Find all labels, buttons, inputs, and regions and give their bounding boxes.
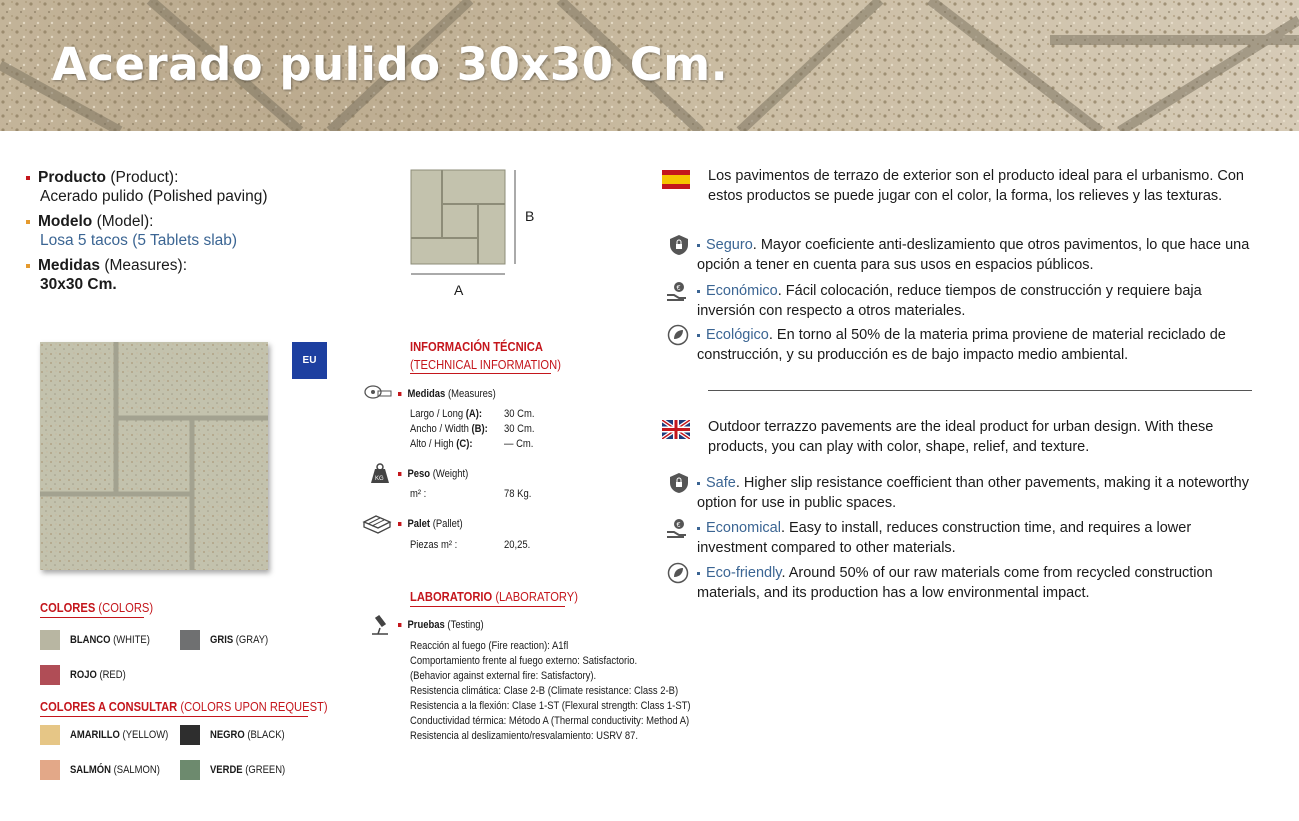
leaf-icon (667, 324, 689, 346)
microscope-icon (368, 614, 390, 636)
lab-line: Conductividad térmica: Método A (Thermal conductivity: Method A) (410, 715, 690, 727)
en-item-eco-friendly: Eco-friendly. Around 50% of our raw materials come from recycled construction materials, and its production has a low environmental impact. (697, 565, 1213, 601)
lab-line: Resistencia a la flexión: Clase 1-ST (Flexural strength: Class 1-ST) (410, 700, 691, 712)
swatch-salmon (40, 760, 60, 780)
es-item-ecologico: Ecológico. En torno al 50% de la materia prima proviene de material reciclado de construcción, y su producción es de bajo impacto medio ambiental. (697, 327, 1226, 363)
lab-line: Resistencia climática: Clase 2-B (Climate resistance: Class 2-B) (410, 685, 679, 697)
spec-producto: Producto (Product): (26, 168, 366, 187)
swatch-verde (180, 760, 200, 780)
tech-heading-en: (TECHNICAL INFORMATION) (410, 357, 561, 372)
swatch-label: NEGRO (BLACK) (210, 729, 285, 741)
palet-key: Piezas m² : (410, 539, 458, 551)
medidas-row: Alto / High (C): (410, 438, 473, 450)
medidas-row: Ancho / Width (B): (410, 423, 488, 435)
request-colors-heading: COLORES A CONSULTAR (COLORS UPON REQUEST) (40, 699, 328, 714)
es-item-economico: Económico. Fácil colocación, reduce tiempos de construcción y requiere baja inversión con respecto a otros materiales. (697, 283, 1202, 319)
swatch-label: SALMÓN (SALMON) (70, 764, 160, 776)
lab-line: Reacción al fuego (Fire reaction): A1fl (410, 640, 569, 652)
swatch-label: VERDE (GREEN) (210, 764, 286, 776)
en-intro: Outdoor terrazzo pavements are the ideal product for urban design. With these products, you can play with color, shape, relief, and texture. (708, 419, 1214, 455)
swatch-blanco (40, 630, 60, 650)
lab-results (410, 639, 736, 744)
product-specs: Producto (Product): Acerado pulido (Polished paving) Modelo (Model): Losa 5 tacos (5 Tablets slab) Medidas (Measures): 30x30 Cm. (26, 168, 366, 294)
hand-coin-icon (666, 280, 688, 302)
peso-value: 78 Kg. (504, 488, 532, 500)
shield-lock-icon (668, 472, 690, 494)
lab-line: Comportamiento frente al fuego externo: Satisfactorio. (410, 655, 638, 667)
swatch-label: BLANCO (WHITE) (70, 634, 150, 646)
swatch-gris (180, 630, 200, 650)
spec-medidas: Medidas (Measures): (26, 256, 366, 275)
medidas-row: Largo / Long (A): (410, 408, 483, 420)
peso-label: Peso (Weight) (398, 468, 468, 480)
lab-line: Resistencia al deslizamiento/resvalamiento: USRV 87. (410, 730, 639, 742)
colors-heading: COLORES (COLORS) (40, 600, 154, 615)
medidas-value: — Cm. (504, 438, 534, 450)
spec-modelo: Modelo (Model): (26, 212, 366, 231)
swatch-amarillo (40, 725, 60, 745)
palet-label: Palet (Pallet) (398, 518, 463, 530)
eu-flag-icon: EU (292, 342, 327, 379)
swatch-rojo (40, 665, 60, 685)
tape-measure-icon (364, 384, 392, 402)
label-a: A (454, 282, 464, 298)
svg-text:€: € (676, 285, 681, 292)
es-intro: Los pavimentos de terrazo de exterior son el producto ideal para el urbanismo. Con estos productos se puede jugar con el color, la forma, los relieves y las texturas. (708, 168, 1244, 204)
divider (708, 390, 1252, 391)
es-item-seguro: Seguro. Mayor coeficiente anti-deslizamiento que otros pavimentos, lo que hace una opción a tener en cuenta para sus usos en espacios públicos. (697, 237, 1250, 273)
en-item-safe: Safe. Higher slip resistance coefficient than other pavements, making it a noteworthy option for use in public spaces. (697, 475, 1249, 511)
peso-key: m² : (410, 488, 427, 500)
uk-flag-icon (662, 420, 690, 439)
leaf-icon (667, 562, 689, 584)
en-item-economical: Economical. Easy to install, reduces construction time, and requires a lower investment compared to other materials. (697, 520, 1192, 556)
lab-line: (Behavior against external fire: Satisfactory). (410, 670, 597, 682)
medidas-value: 30 Cm. (504, 408, 535, 420)
product-image (40, 342, 268, 570)
header-banner (0, 0, 1299, 131)
swatch-label: ROJO (RED) (70, 669, 126, 681)
swatch-negro (180, 725, 200, 745)
pallet-icon (362, 512, 392, 534)
swatch-label: GRIS (GRAY) (210, 634, 269, 646)
svg-text:KG: KG (375, 476, 384, 482)
weight-kg-icon (369, 462, 391, 484)
svg-text:€: € (676, 522, 681, 529)
tech-heading: INFORMACIÓN TÉCNICA (410, 339, 543, 354)
palet-value: 20,25. (504, 539, 531, 551)
dimension-diagram (410, 168, 550, 298)
swatch-label: AMARILLO (YELLOW) (70, 729, 169, 741)
pruebas-label: Pruebas (Testing) (398, 619, 484, 631)
medidas-value: 30 Cm. (504, 423, 535, 435)
shield-lock-icon (668, 234, 690, 256)
hand-coin-icon (666, 517, 688, 539)
lab-heading: LABORATORIO (LABORATORY) (410, 589, 578, 604)
label-b: B (525, 208, 535, 224)
spain-flag-icon (662, 170, 690, 189)
page-title: Acerado pulido 30x30 Cm. (52, 38, 729, 91)
medidas-label: Medidas (Measures) (398, 388, 496, 400)
